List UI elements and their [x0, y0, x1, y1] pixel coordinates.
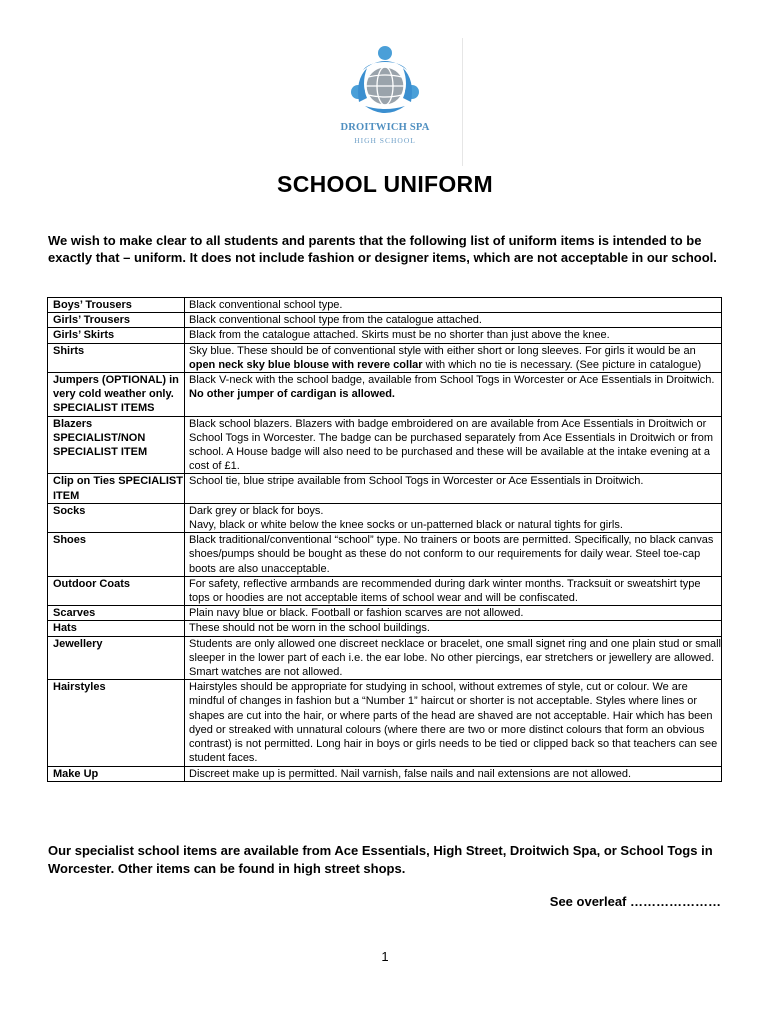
table-row	[48, 766, 722, 781]
description-second-line: Navy, black or white below the knee socks or un-patterned black or natural tights for girls.	[189, 519, 623, 532]
table-row	[48, 503, 722, 532]
description-text-continued: with which no tie is necessary. (See picture in catalogue)	[422, 358, 702, 371]
uniform-item-description	[185, 606, 722, 621]
table-row	[48, 313, 722, 328]
uniform-item-name: Jewellery	[48, 636, 185, 680]
uniform-item-name: Boys’ Trousers	[48, 298, 185, 313]
table-row	[48, 576, 722, 605]
description-text: Students are only allowed one discreet necklace or bracelet, one small signet ring and one plain stud or small sleeper in the lower part of each i.e. the ear lobe. No other piercings, ear stretchers or jewellery are allowed. Smart watches are not allowed.	[189, 637, 721, 679]
uniform-item-name: Girls’ Skirts	[48, 328, 185, 343]
uniform-item-description	[185, 503, 722, 532]
uniform-item-name: Make Up	[48, 766, 185, 781]
uniform-item-description	[185, 343, 722, 372]
description-emphasis: No other jumper of cardigan is allowed.	[189, 388, 395, 401]
uniform-item-description	[185, 621, 722, 636]
footer-paragraph: Our specialist school items are available from Ace Essentials, High Street, Droitwich Spa, or School Togs in Worcester. Other items can be found in high street shops.	[48, 843, 713, 876]
header-divider	[462, 38, 463, 166]
description-text: Black conventional school type.	[189, 299, 343, 311]
uniform-item-description	[185, 576, 722, 605]
table-row	[48, 621, 722, 636]
uniform-item-name: Outdoor Coats	[48, 576, 185, 605]
table-row	[48, 606, 722, 621]
uniform-item-description	[185, 533, 722, 577]
table-row	[48, 416, 722, 474]
uniform-item-description	[185, 766, 722, 781]
uniform-item-description	[185, 680, 722, 766]
intro-paragraph: We wish to make clear to all students and parents that the following list of uniform items is intended to be exactly that – uniform. It does not include fashion or designer items, which are not acceptable in our school.	[48, 233, 717, 265]
uniform-item-name: Shirts	[48, 343, 185, 372]
table-row	[48, 343, 722, 372]
uniform-item-name: Hats	[48, 621, 185, 636]
logo-school-name: DROITWICH SPA	[340, 122, 430, 133]
description-text: These should not be worn in the school buildings.	[189, 622, 430, 635]
uniform-item-description	[185, 636, 722, 680]
table-row	[48, 328, 722, 343]
description-text: Discreet make up is permitted. Nail varnish, false nails and nail extensions are not allowed.	[189, 767, 632, 780]
description-text: Black school blazers. Blazers with badge embroidered on are available from Ace Essentials in Droitwich or School Togs in Worcester. The badge can be purchased separately from Ace Essentials in Droitwich or from school. A House badge will also need to be purchased and these will be available at the intake evening at a cost of £1.	[189, 417, 713, 473]
uniform-item-description	[185, 416, 722, 474]
description-text: School tie, blue stripe available from School Togs in Worcester or Ace Essentials in Droitwich.	[189, 475, 644, 488]
table-row	[48, 680, 722, 766]
description-emphasis: open neck sky blue blouse with revere collar	[189, 358, 423, 371]
uniform-item-name: Scarves	[48, 606, 185, 621]
page-number: 1	[381, 949, 389, 964]
table-row	[48, 636, 722, 680]
description-text: Plain navy blue or black. Football or fashion scarves are not allowed.	[189, 607, 524, 620]
description-text: Black conventional school type from the catalogue attached.	[189, 314, 482, 327]
description-text: Hairstyles should be appropriate for studying in school, without extremes of style, cut or colour. We are mindful of changes in fashion but a “Number 1” haircut or shorter is not acceptable. Styles where lines or shapes are cut into the hair, or where parts of the head are shaved are not acceptable. Hair which has been dyed or streaked with unnatural colours (where there are two or more distinct colours that form an obvious contrast) is not permitted. Long hair in boys or girls needs to be tied or clipped back so that teachers can see student faces.	[189, 681, 718, 765]
table-row	[48, 533, 722, 577]
uniform-table	[47, 297, 722, 782]
uniform-item-name: Socks	[48, 503, 185, 532]
uniform-item-name: Clip on Ties SPECIALIST ITEM	[48, 474, 185, 503]
description-text: Black traditional/conventional “school” type. No trainers or boots are permitted. Specifically, no black canvas shoes/pumps should be bought as these do not conform to our requirements for daily wear. Steel toe-cap boots are also unacceptable.	[189, 534, 714, 575]
uniform-item-name: Hairstyles	[48, 680, 185, 766]
uniform-item-description	[185, 313, 722, 328]
uniform-item-name: Shoes	[48, 533, 185, 577]
logo-school-subtitle: HIGH SCHOOL	[354, 136, 416, 145]
school-logo	[320, 38, 450, 158]
see-overleaf-note: See overleaf …………………	[549, 894, 721, 909]
uniform-item-name: Jumpers (OPTIONAL) in very cold weather only. SPECIALIST ITEMS	[48, 373, 185, 417]
uniform-item-description	[185, 298, 722, 313]
uniform-item-description	[185, 328, 722, 343]
description-text: Black V-neck with the school badge, available from School Togs in Worcester or Ace Essentials in Droitwich.	[189, 374, 715, 387]
table-row	[48, 298, 722, 313]
table-row	[48, 373, 722, 417]
uniform-item-description	[185, 373, 722, 417]
description-text: For safety, reflective armbands are recommended during dark winter months. Tracksuit or sweatshirt type tops or hoodies are not acceptable items of school wear and will be confiscated.	[189, 577, 701, 605]
uniform-item-name: Girls’ Trousers	[48, 313, 185, 328]
uniform-item-name: Blazers SPECIALIST/NON SPECIALIST ITEM	[48, 416, 185, 474]
uniform-item-description	[185, 474, 722, 503]
description-text: Dark grey or black for boys.	[189, 504, 324, 517]
table-row	[48, 474, 722, 503]
description-text: Black from the catalogue attached. Skirts must be no shorter than just above the knee.	[189, 329, 610, 342]
description-text: Sky blue. These should be of conventional style with either short or long sleeves. For girls it would be an	[189, 344, 696, 357]
globe-people-icon	[345, 40, 425, 120]
page-title: SCHOOL UNIFORM	[277, 171, 493, 197]
